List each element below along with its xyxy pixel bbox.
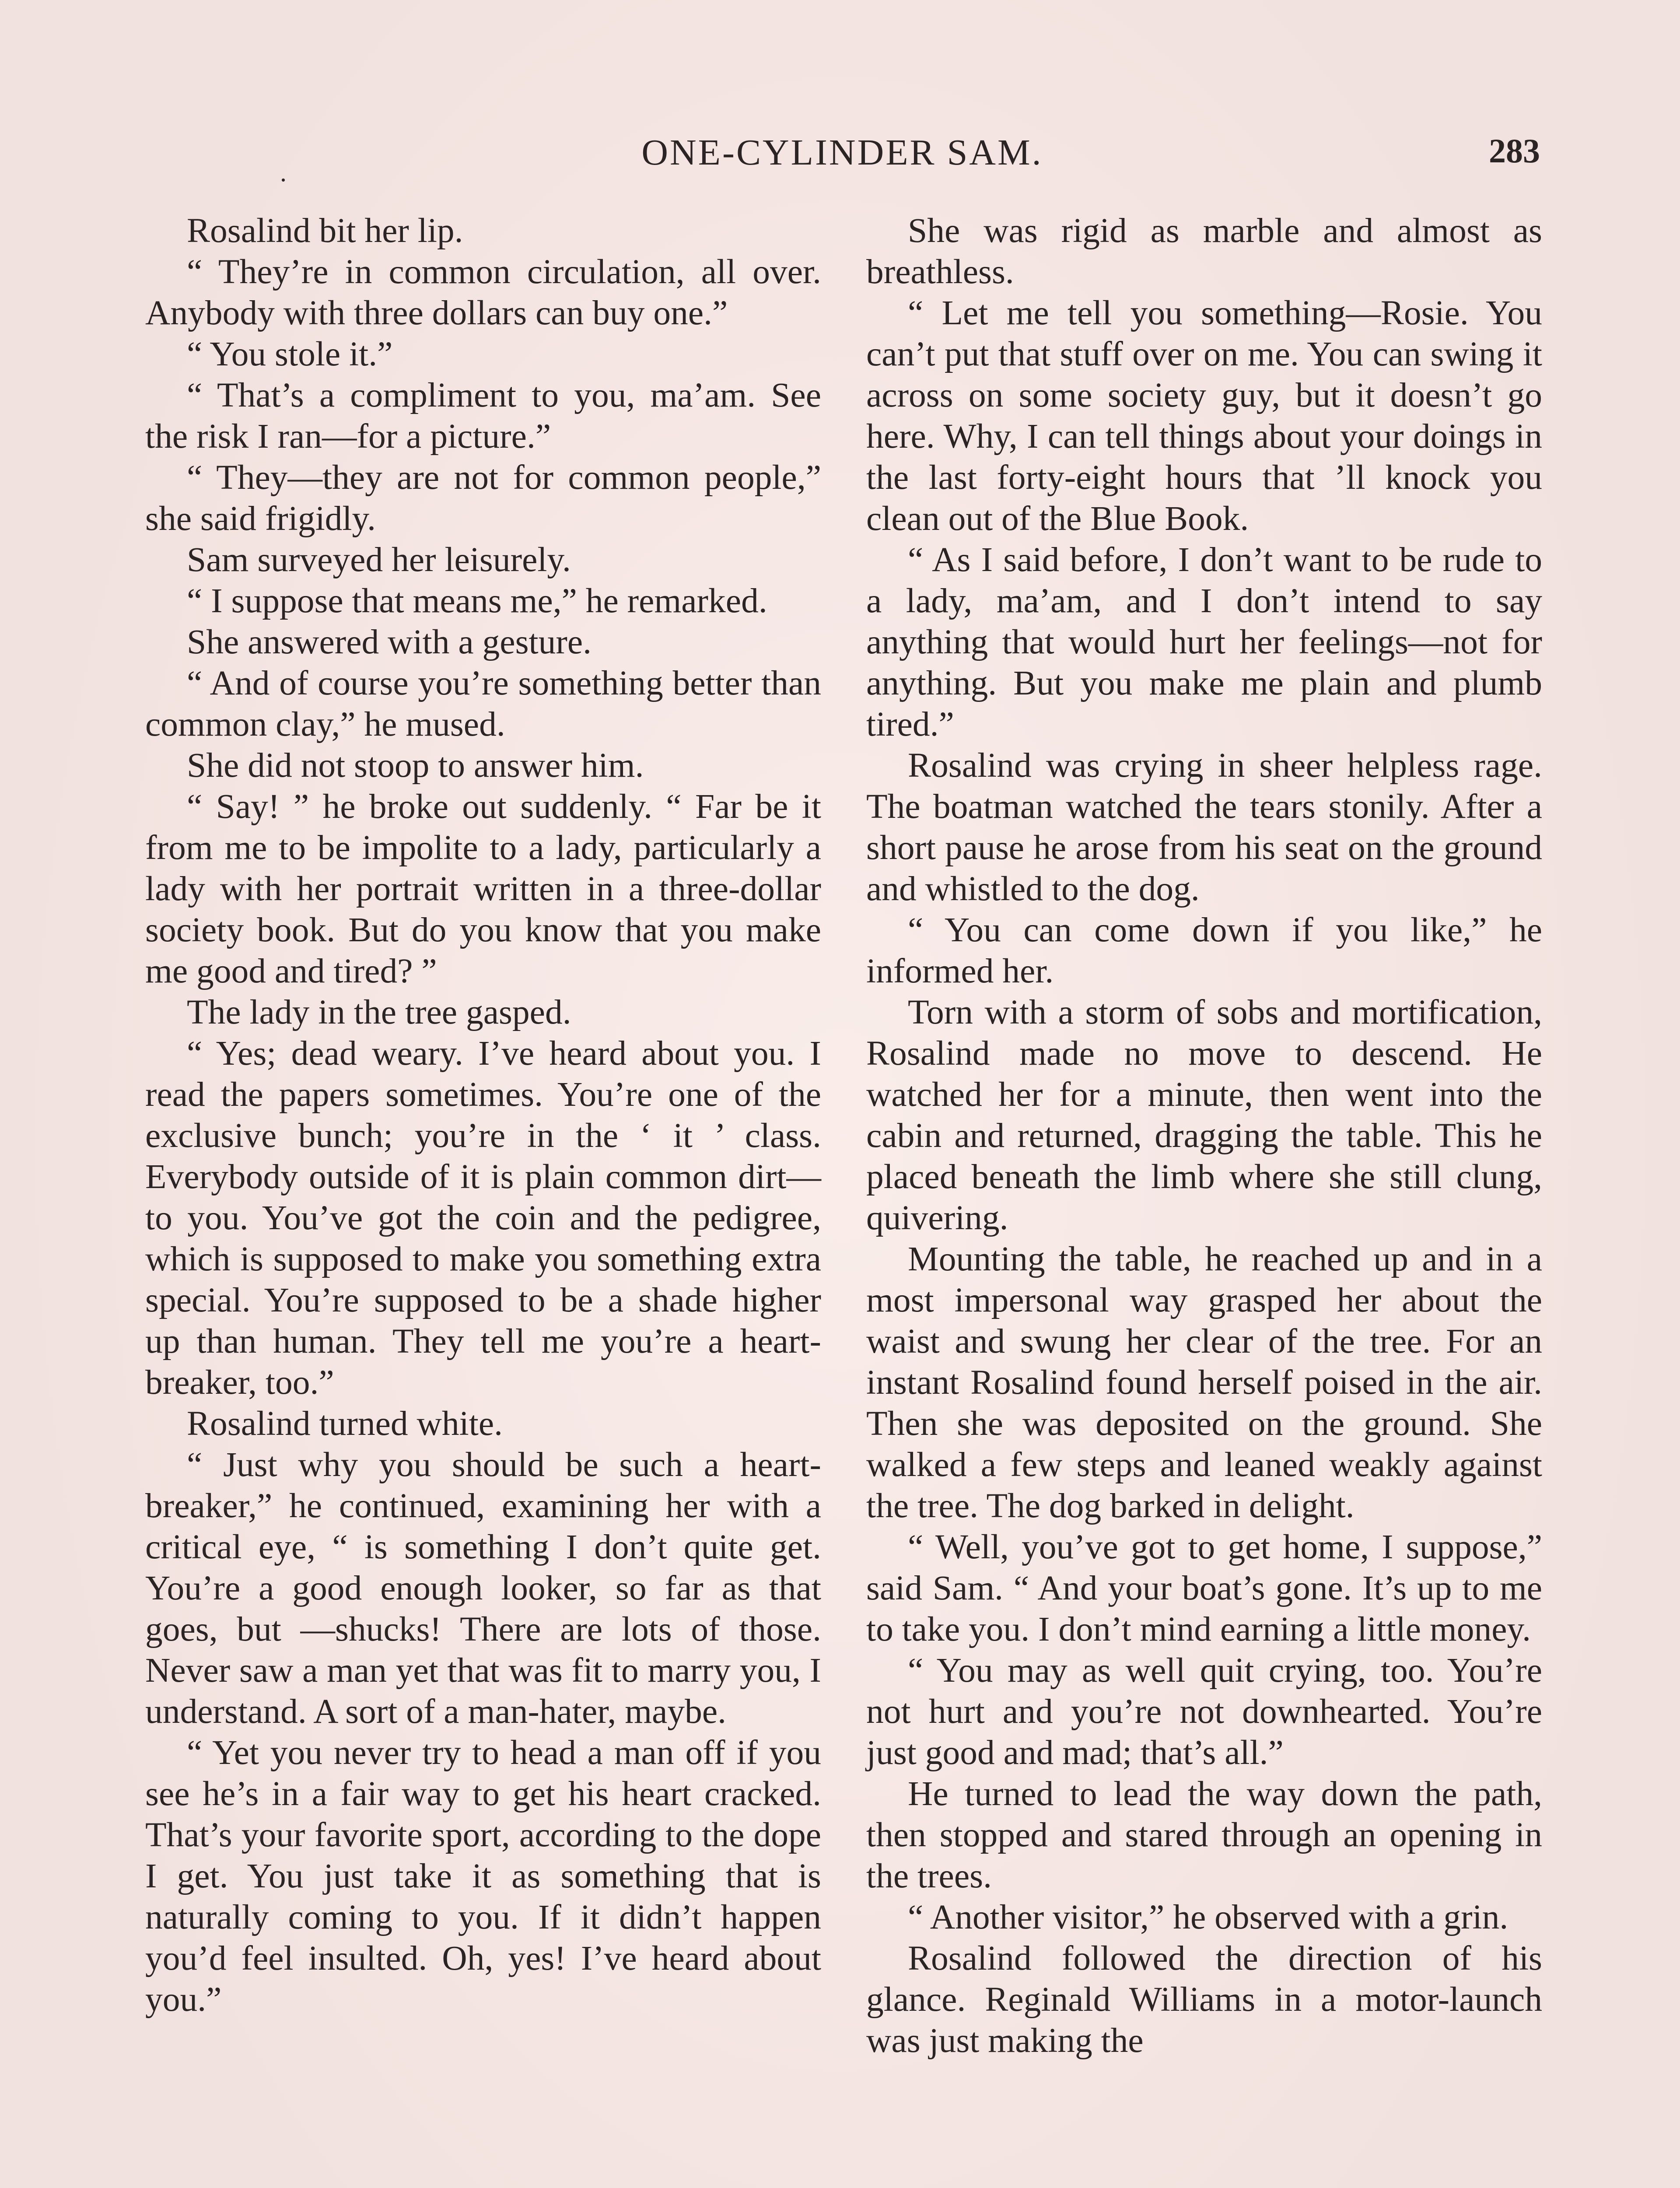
paragraph: “ Another visitor,” he observed with a grin. [908,1898,1508,1936]
paragraph: He turned to lead the way down the path, then stopped and stared through an opening in the trees. [866,1774,1542,1895]
paragraph: She answered with a gesture. [187,623,592,661]
paragraph: “ Just why you should be such a heart-breaker,” he continued, examining her with a critical eye, “ is something I don’t quite get. You’re a good enough looker, so far as that goes, but —shucks! There are lots of those. Never saw a man yet that was fit to marry you, I understand. A sort of a man-hater, maybe. [145,1445,821,1731]
paragraph: The lady in the tree gasped. [187,993,571,1031]
paragraph: “ Yes; dead weary. I’ve heard about you. I read the papers sometimes. You’re one of the exclusive bunch; you’re in the ‘ it ’ class. Everybody outside of it is plain common dirt—to you. You’ve got the coin and the pedigree, which is supposed to make you something extra special. You’re supposed to be a shade higher up than human. They tell me you’re a heart-breaker, too.” [145,1034,821,1402]
paragraph: “ You may as well quit crying, too. You’re not hurt and you’re not downhearted. You’re just good and mad; that’s all.” [866,1651,1542,1772]
paragraph: “ That’s a compliment to you, ma’am. See the risk I ran—for a picture.” [145,376,821,456]
running-title: ONE-CYLINDER SAM. [641,132,1043,173]
paragraph: Rosalind followed the direction of his glance. Reginald Williams in a motor-launch was just making the [866,1939,1542,2060]
paragraph: She did not stoop to answer him. [187,746,644,785]
paragraph: “ And of course you’re something better than common clay,” he mused. [145,664,821,743]
paragraph: Sam surveyed her leisurely. [187,540,571,579]
paragraph: “ Let me tell you something—Rosie. You can’t put that stuff over on me. You can swing it across on some society guy, but it doesn’t go here. Why, I can tell things about your doings in the last forty-eight hours that ’ll knock you clean out of the Blue Book. [866,294,1542,538]
paragraph: “ Say! ” he broke out suddenly. “ Far be it from me to be impolite to a lady, particularly a lady with her portrait written in a three-dollar society book. But do you know that you make me good and tired? ” [145,787,821,990]
page-header [144,131,1540,187]
left-column [145,210,821,2020]
paragraph: “ You can come down if you like,” he informed her. [866,911,1542,990]
paragraph: “ Well, you’ve got to get home, I suppose,” said Sam. “ And your boat’s gone. It’s up to me to take you. I don’t mind earning a little money. [866,1528,1542,1648]
paragraph: “ Yet you never try to head a man off if you see he’s in a fair way to get his heart cracked. That’s your favorite sport, according to the dope I get. You just take it as something that is naturally coming to you. If it didn’t happen you’d feel insulted. Oh, yes! I’ve heard about you.” [145,1733,821,2019]
paragraph: “ As I said before, I don’t want to be rude to a lady, ma’am, and I don’t intend to say anything that would hurt her feelings—not for anything. But you make me plain and plumb tired.” [866,540,1542,743]
paragraph: “ They’re in common circulation, all over. Anybody with three dollars can buy one.” [145,252,821,332]
paragraph: “ You stole it.” [187,335,393,373]
paragraph: Mounting the table, he reached up and in a most impersonal way grasped her about the waist and swung her clear of the tree. For an instant Rosalind found herself poised in the air. Then she was deposited on the ground. She walked a few steps and leaned weakly against the tree. The dog barked in delight. [866,1240,1542,1525]
paragraph: “ I suppose that means me,” he remarked. [187,582,767,620]
paragraph: Rosalind turned white. [187,1404,503,1443]
paragraph: She was rigid as marble and almost as breathless. [866,211,1542,291]
right-column [866,210,1542,2061]
paragraph: Rosalind bit her lip. [187,211,463,250]
page-number: 283 [1489,132,1540,170]
paragraph: Torn with a storm of sobs and mortification, Rosalind made no move to descend. He watched her for a minute, then went into the cabin and returned, dragging the table. This he placed beneath the limb where she still clung, quivering. [866,993,1542,1237]
header-dot: . [280,158,287,187]
paragraph: Rosalind was crying in sheer helpless rage. The boatman watched the tears stonily. After a short pause he arose from his seat on the ground and whistled to the dog. [866,746,1542,908]
paragraph: “ They—they are not for common people,” she said frigidly. [145,458,821,538]
